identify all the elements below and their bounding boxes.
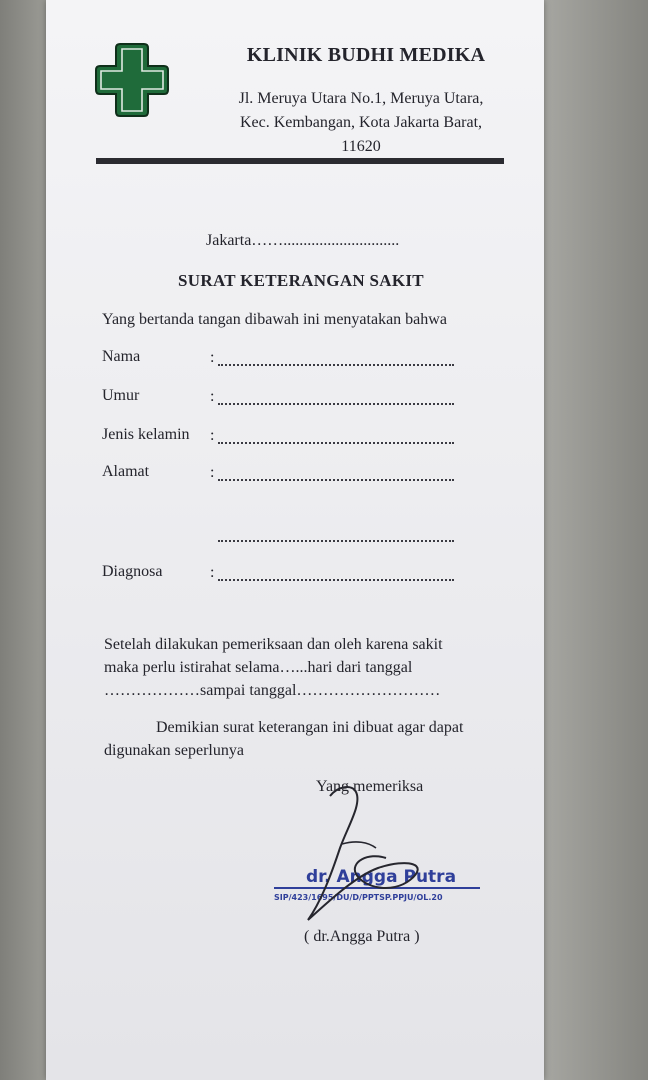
closing-line2: digunakan seperlunya (104, 742, 244, 759)
clinic-name: KLINIK BUDHI MEDIKA (246, 44, 486, 66)
field-label-nama: Nama (102, 348, 141, 365)
field-label-umur: Umur (102, 387, 140, 404)
field-colon: : (210, 388, 215, 405)
medical-cross-icon (94, 40, 170, 120)
field-blank-nama (218, 350, 454, 366)
field-colon: : (210, 564, 215, 581)
letter-title: SURAT KETERANGAN SAKIT (178, 271, 424, 290)
clinic-address-line1: Jl. Meruya Utara No.1, Meruya Utara, (238, 90, 484, 107)
field-label-jenis-kelamin: Jenis kelamin (102, 426, 190, 443)
intro-statement: Yang bertanda tangan dibawah ini menyatakan bahwa (102, 311, 447, 328)
field-colon: : (210, 349, 215, 366)
background-right (538, 0, 648, 1080)
field-colon: : (210, 464, 215, 481)
field-blank-alamat (218, 465, 454, 481)
doctor-signature (260, 782, 450, 932)
field-blank-diagnosa (218, 565, 454, 581)
header-divider (96, 158, 504, 164)
stamp-license-number: SIP/423/1695/DU/D/PPTSP.PPJU/OL.20 (274, 893, 443, 902)
place-date: Jakarta……............................. (206, 232, 400, 249)
clinic-address-line3: 11620 (341, 138, 381, 155)
field-blank-jenis-kelamin (218, 428, 454, 444)
sick-letter-paper (46, 0, 544, 1080)
field-label-alamat: Alamat (102, 463, 150, 480)
closing-line1: Demikian surat keterangan ini dibuat agar dapat (156, 719, 464, 736)
rest-statement-line3: ………………sampai tanggal……………………… (104, 682, 441, 699)
field-label-diagnosa: Diagnosa (102, 563, 163, 580)
stamp-doctor-name: dr. Angga Putra (306, 867, 457, 887)
rest-statement-line2: maka perlu istirahat selama…...hari dari tanggal (104, 659, 413, 676)
clinic-address-line2: Kec. Kembangan, Kota Jakarta Barat, (239, 114, 483, 131)
signer-name: ( dr.Angga Putra ) (304, 928, 420, 945)
field-blank-umur (218, 389, 454, 405)
field-colon: : (210, 427, 215, 444)
examiner-label: Yang memeriksa (316, 778, 424, 795)
field-blank-alamat-line2 (218, 526, 454, 542)
rest-statement-line1: Setelah dilakukan pemeriksaan dan oleh karena sakit (104, 636, 443, 653)
